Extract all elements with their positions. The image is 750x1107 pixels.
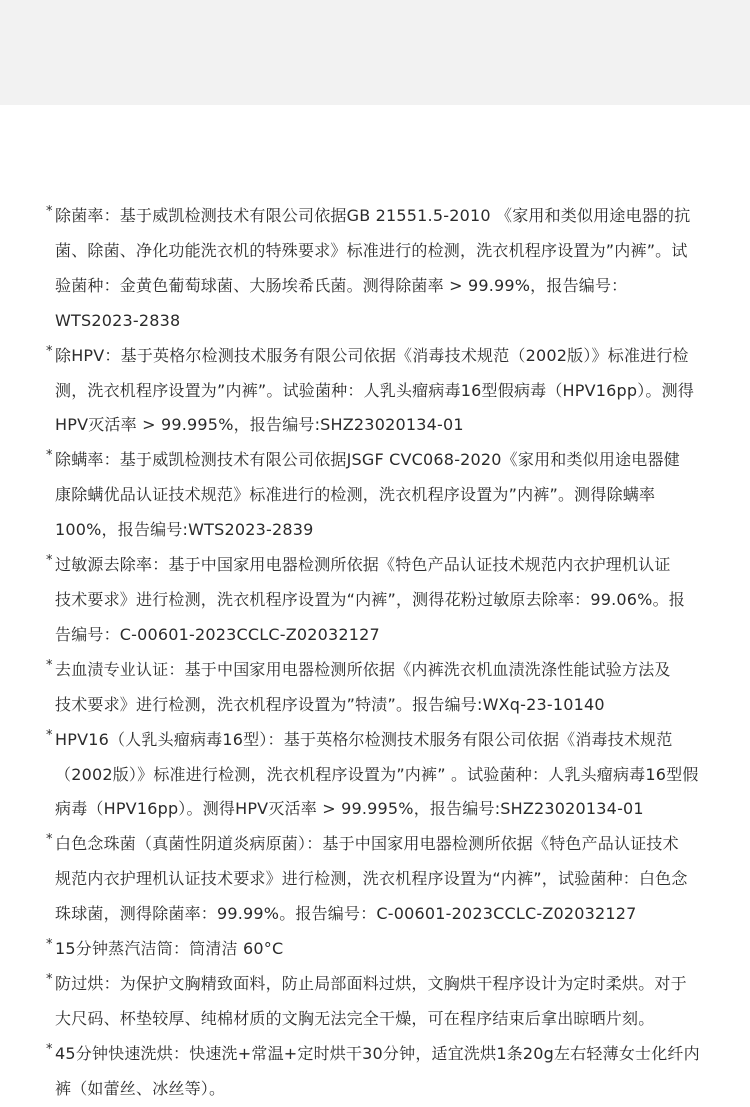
footnote-asterisk: * (46, 1041, 53, 1057)
footnote-item (0, 339, 750, 444)
footnote-line: 白色念珠菌（真菌性阴道炎病原菌）：基于中国家用电器检测所依据《特色产品认证技术 (55, 834, 679, 854)
footnote-line: 病毒（HPV16pp）。测得HPV灭活率 > 99.995%，报告编号:SHZ23020134-01 (55, 799, 644, 819)
footnote-line: （2002版）》标准进行检测，洗衣机程序设置为”内裤” 。试验菌种：人乳头瘤病毒16型假 (55, 764, 699, 784)
footnote-line: 过敏源去除率：基于中国家用电器检测所依据《特色产品认证技术规范内衣护理机认证 (55, 555, 671, 575)
footnote-item (0, 548, 750, 653)
footnote-asterisk: * (46, 657, 53, 673)
footnote-line: 菌、除菌、净化功能洗衣机的特殊要求》标准进行的检测，洗衣机程序设置为”内裤”。试 (55, 240, 688, 260)
footnote-line: WTS2023-2838 (55, 310, 181, 330)
footnote-line: 技术要求》进行检测，洗衣机程序设置为“内裤”，测得花粉过敏原去除率：99.06%。报 (55, 589, 685, 609)
footnote-asterisk: * (46, 937, 53, 953)
footnote-line: 去血渍专业认证：基于中国家用电器检测所依据《内裤洗衣机血渍洗涤性能试验方法及 (55, 659, 671, 679)
footnote-item (0, 723, 750, 828)
footnote-line: 珠球菌，测得除菌率：99.99%。报告编号：C-00601-2023CCLC-Z02032127 (55, 904, 637, 924)
footnote-line: HPV16（人乳头瘤病毒16型）：基于英格尔检测技术服务有限公司依据《消毒技术规范 (55, 729, 673, 749)
footnotes-list (0, 199, 750, 1107)
footnote-asterisk: * (46, 832, 53, 848)
footnote-line: 100%，报告编号:WTS2023-2839 (55, 520, 314, 540)
footnote-line: 裤（如蕾丝、冰丝等）。 (55, 1078, 226, 1098)
footnote-item (0, 827, 750, 932)
footnote-asterisk: * (46, 448, 53, 464)
footnote-line: 除螨率：基于威凯检测技术有限公司依据JSGF CVC068-2020《家用和类似用途电器健 (55, 450, 680, 470)
footnote-item (0, 1037, 750, 1107)
footnote-line: 大尺码、杯垫较厚、纯棉材质的文胸无法完全干燥，可在程序结束后拿出晾晒片刻。 (55, 1008, 655, 1028)
footnote-line: 防过烘：为保护文胸精致面料，防止局部面料过烘，文胸烘干程序设计为定时柔烘。对于 (55, 973, 687, 993)
footnote-asterisk: * (46, 971, 53, 987)
top-gray-band (0, 0, 750, 105)
footnote-line: 验菌种：金黄色葡萄球菌、大肠埃希氏菌。测得除菌率 > 99.99%，报告编号： (55, 275, 628, 295)
footnote-line: 除HPV：基于英格尔检测技术服务有限公司依据《消毒技术规范（2002版）》标准进行检 (55, 345, 689, 365)
footnote-line: 除菌率：基于威凯检测技术有限公司依据GB 21551.5-2010 《家用和类似用途电器的抗 (55, 206, 691, 225)
footnote-asterisk: * (46, 553, 53, 569)
footnote-item (0, 653, 750, 723)
footnote-item (0, 199, 750, 339)
footnote-line: 技术要求》进行检测，洗衣机程序设置为”特渍”。报告编号:WXq-23-10140 (55, 694, 605, 714)
footnote-line: 告编号：C-00601-2023CCLC-Z02032127 (55, 624, 380, 644)
footnote-item (0, 967, 750, 1037)
footnote-line: 测，洗衣机程序设置为”内裤”。试验菌种：人乳头瘤病毒16型假病毒（HPV16pp）。测得 (55, 380, 695, 400)
footnote-asterisk: * (46, 343, 53, 359)
footnote-line: 15分钟蒸汽洁筒：筒清洁 60°C (55, 939, 284, 959)
footnote-line: 康除螨优品认证技术规范》标准进行的检测，洗衣机程序设置为”内裤”。测得除螨率 (55, 485, 656, 505)
footnote-asterisk: * (46, 204, 53, 219)
footnote-item (0, 443, 750, 548)
footnote-line: HPV灭活率 > 99.995%，报告编号:SHZ23020134-01 (55, 415, 464, 435)
footnote-asterisk: * (46, 727, 53, 743)
footnote-line: 规范内衣护理机认证技术要求》进行检测，洗衣机程序设置为“内裤”，试验菌种：白色念 (55, 869, 688, 889)
footnote-item (0, 932, 750, 967)
footnote-line: 45分钟快速洗烘：快速洗+常温+定时烘干30分钟，适宜洗烘1条20g左右轻薄女士化纤内 (55, 1043, 700, 1063)
